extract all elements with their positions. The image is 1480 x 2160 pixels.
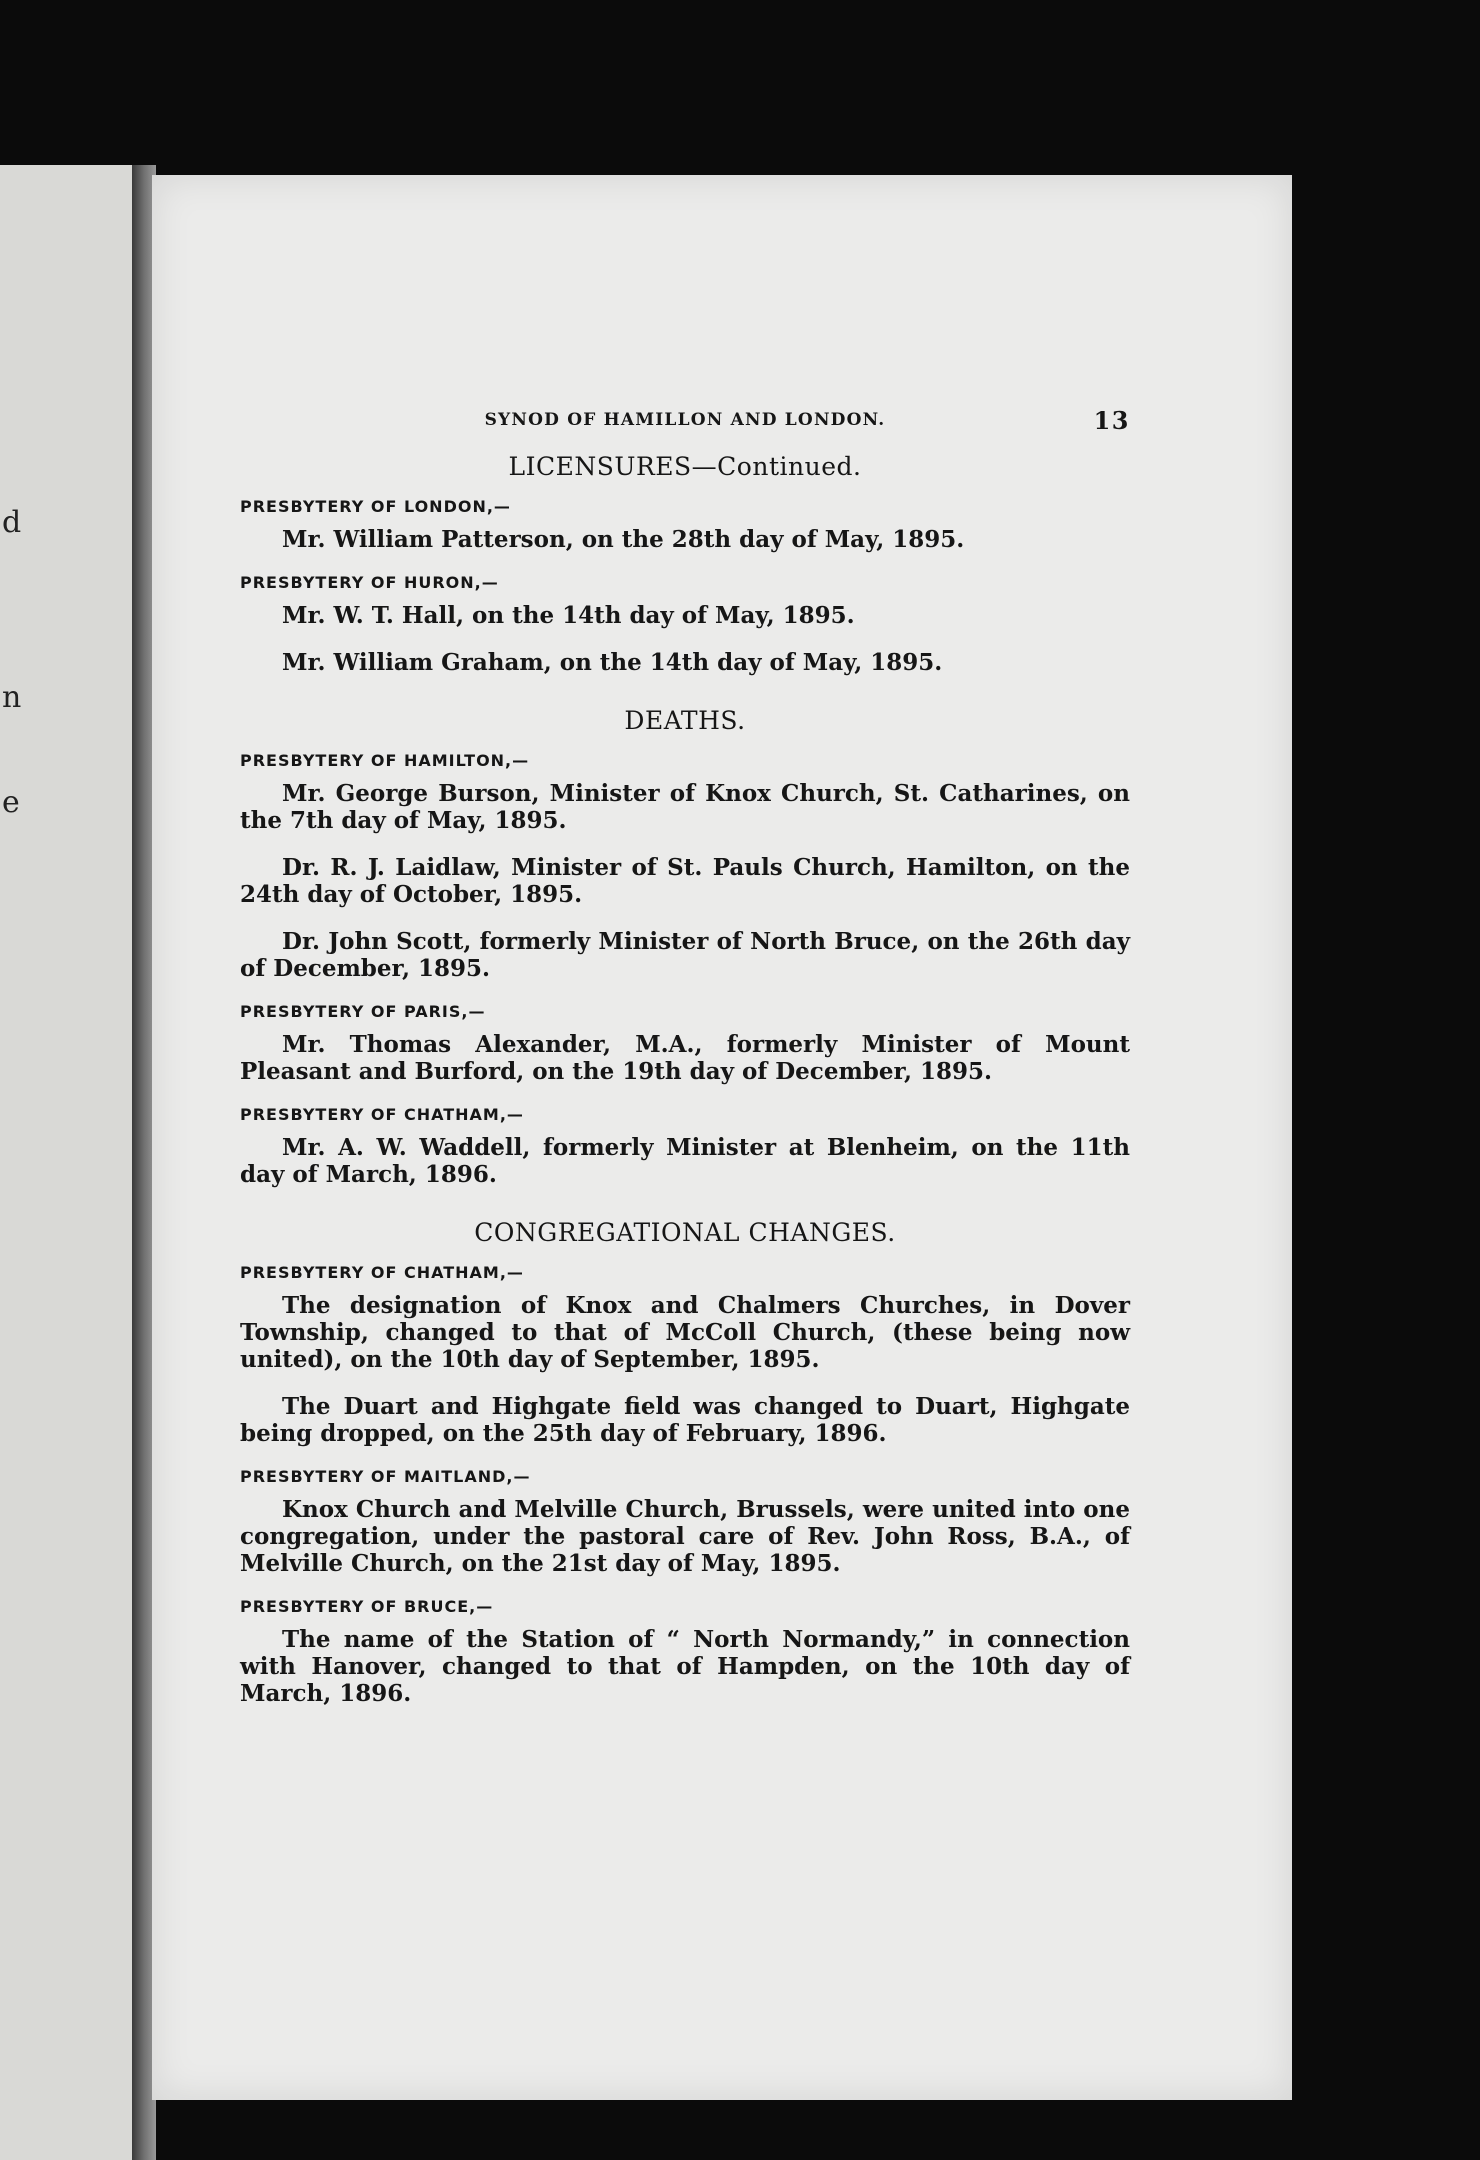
record-entry: Mr. A. W. Waddell, formerly Minister at Blenheim, on the 11th day of March, 1896. — [240, 1134, 1130, 1188]
record-entry: Mr. William Graham, on the 14th day of May, 1895. — [282, 649, 943, 676]
presbytery-heading: PRESBYTERY OF PARIS,— — [240, 1002, 486, 1021]
section-title-licensures: LICENSURES—Continued. — [508, 452, 862, 481]
record-entry: Dr. R. J. Laidlaw, Minister of St. Pauls Church, Hamilton, on the 24th day of October, 1895. — [240, 854, 1130, 908]
section-title-deaths: DEATHS. — [624, 706, 746, 735]
record-entry: The name of the Station of “ North Normandy,” in connection with Hanover, changed to that of Hampden, on the 10th day of March, 1896. — [240, 1626, 1130, 1707]
facing-page-fragment: d — [2, 505, 22, 540]
section-title-congregational-changes: CONGREGATIONAL CHANGES. — [474, 1218, 896, 1247]
presbytery-heading: PRESBYTERY OF CHATHAM,— — [240, 1263, 524, 1282]
page-content — [240, 406, 1130, 1727]
record-entry: Dr. John Scott, formerly Minister of North Bruce, on the 26th day of December, 1895. — [240, 928, 1130, 982]
presbytery-heading: PRESBYTERY OF LONDON,— — [240, 497, 511, 516]
presbytery-heading: PRESBYTERY OF HURON,— — [240, 573, 499, 592]
page-number: 13 — [1093, 406, 1130, 435]
presbytery-heading: PRESBYTERY OF CHATHAM,— — [240, 1105, 524, 1124]
facing-page-fragment: n — [2, 680, 22, 715]
presbytery-heading: PRESBYTERY OF MAITLAND,— — [240, 1467, 531, 1486]
presbytery-heading: PRESBYTERY OF HAMILTON,— — [240, 751, 530, 770]
running-title: SYNOD OF HAMILLON AND LONDON. — [484, 410, 886, 430]
running-head — [240, 406, 1130, 444]
record-entry: Knox Church and Melville Church, Brussels, were united into one congregation, under the pastoral care of Rev. John Ross, B.A., of Melville Church, on the 21st day of May, 1895. — [240, 1496, 1130, 1577]
facing-page-fragment: e — [2, 785, 20, 820]
record-entry: Mr. George Burson, Minister of Knox Church, St. Catharines, on the 7th day of May, 1895. — [240, 780, 1130, 834]
record-entry: The Duart and Highgate field was changed to Duart, Highgate being dropped, on the 25th day of February, 1896. — [240, 1393, 1130, 1447]
record-entry: Mr. William Patterson, on the 28th day of May, 1895. — [282, 526, 965, 553]
facing-page-edge — [0, 165, 140, 2160]
record-entry: Mr. Thomas Alexander, M.A., formerly Minister of Mount Pleasant and Burford, on the 19th day of December, 1895. — [240, 1031, 1130, 1085]
document-page — [152, 175, 1292, 2100]
presbytery-heading: PRESBYTERY OF BRUCE,— — [240, 1597, 494, 1616]
record-entry: Mr. W. T. Hall, on the 14th day of May, 1895. — [282, 602, 855, 629]
record-entry: The designation of Knox and Chalmers Churches, in Dover Township, changed to that of McColl Church, (these being now united), on the 10th day of September, 1895. — [240, 1292, 1130, 1373]
